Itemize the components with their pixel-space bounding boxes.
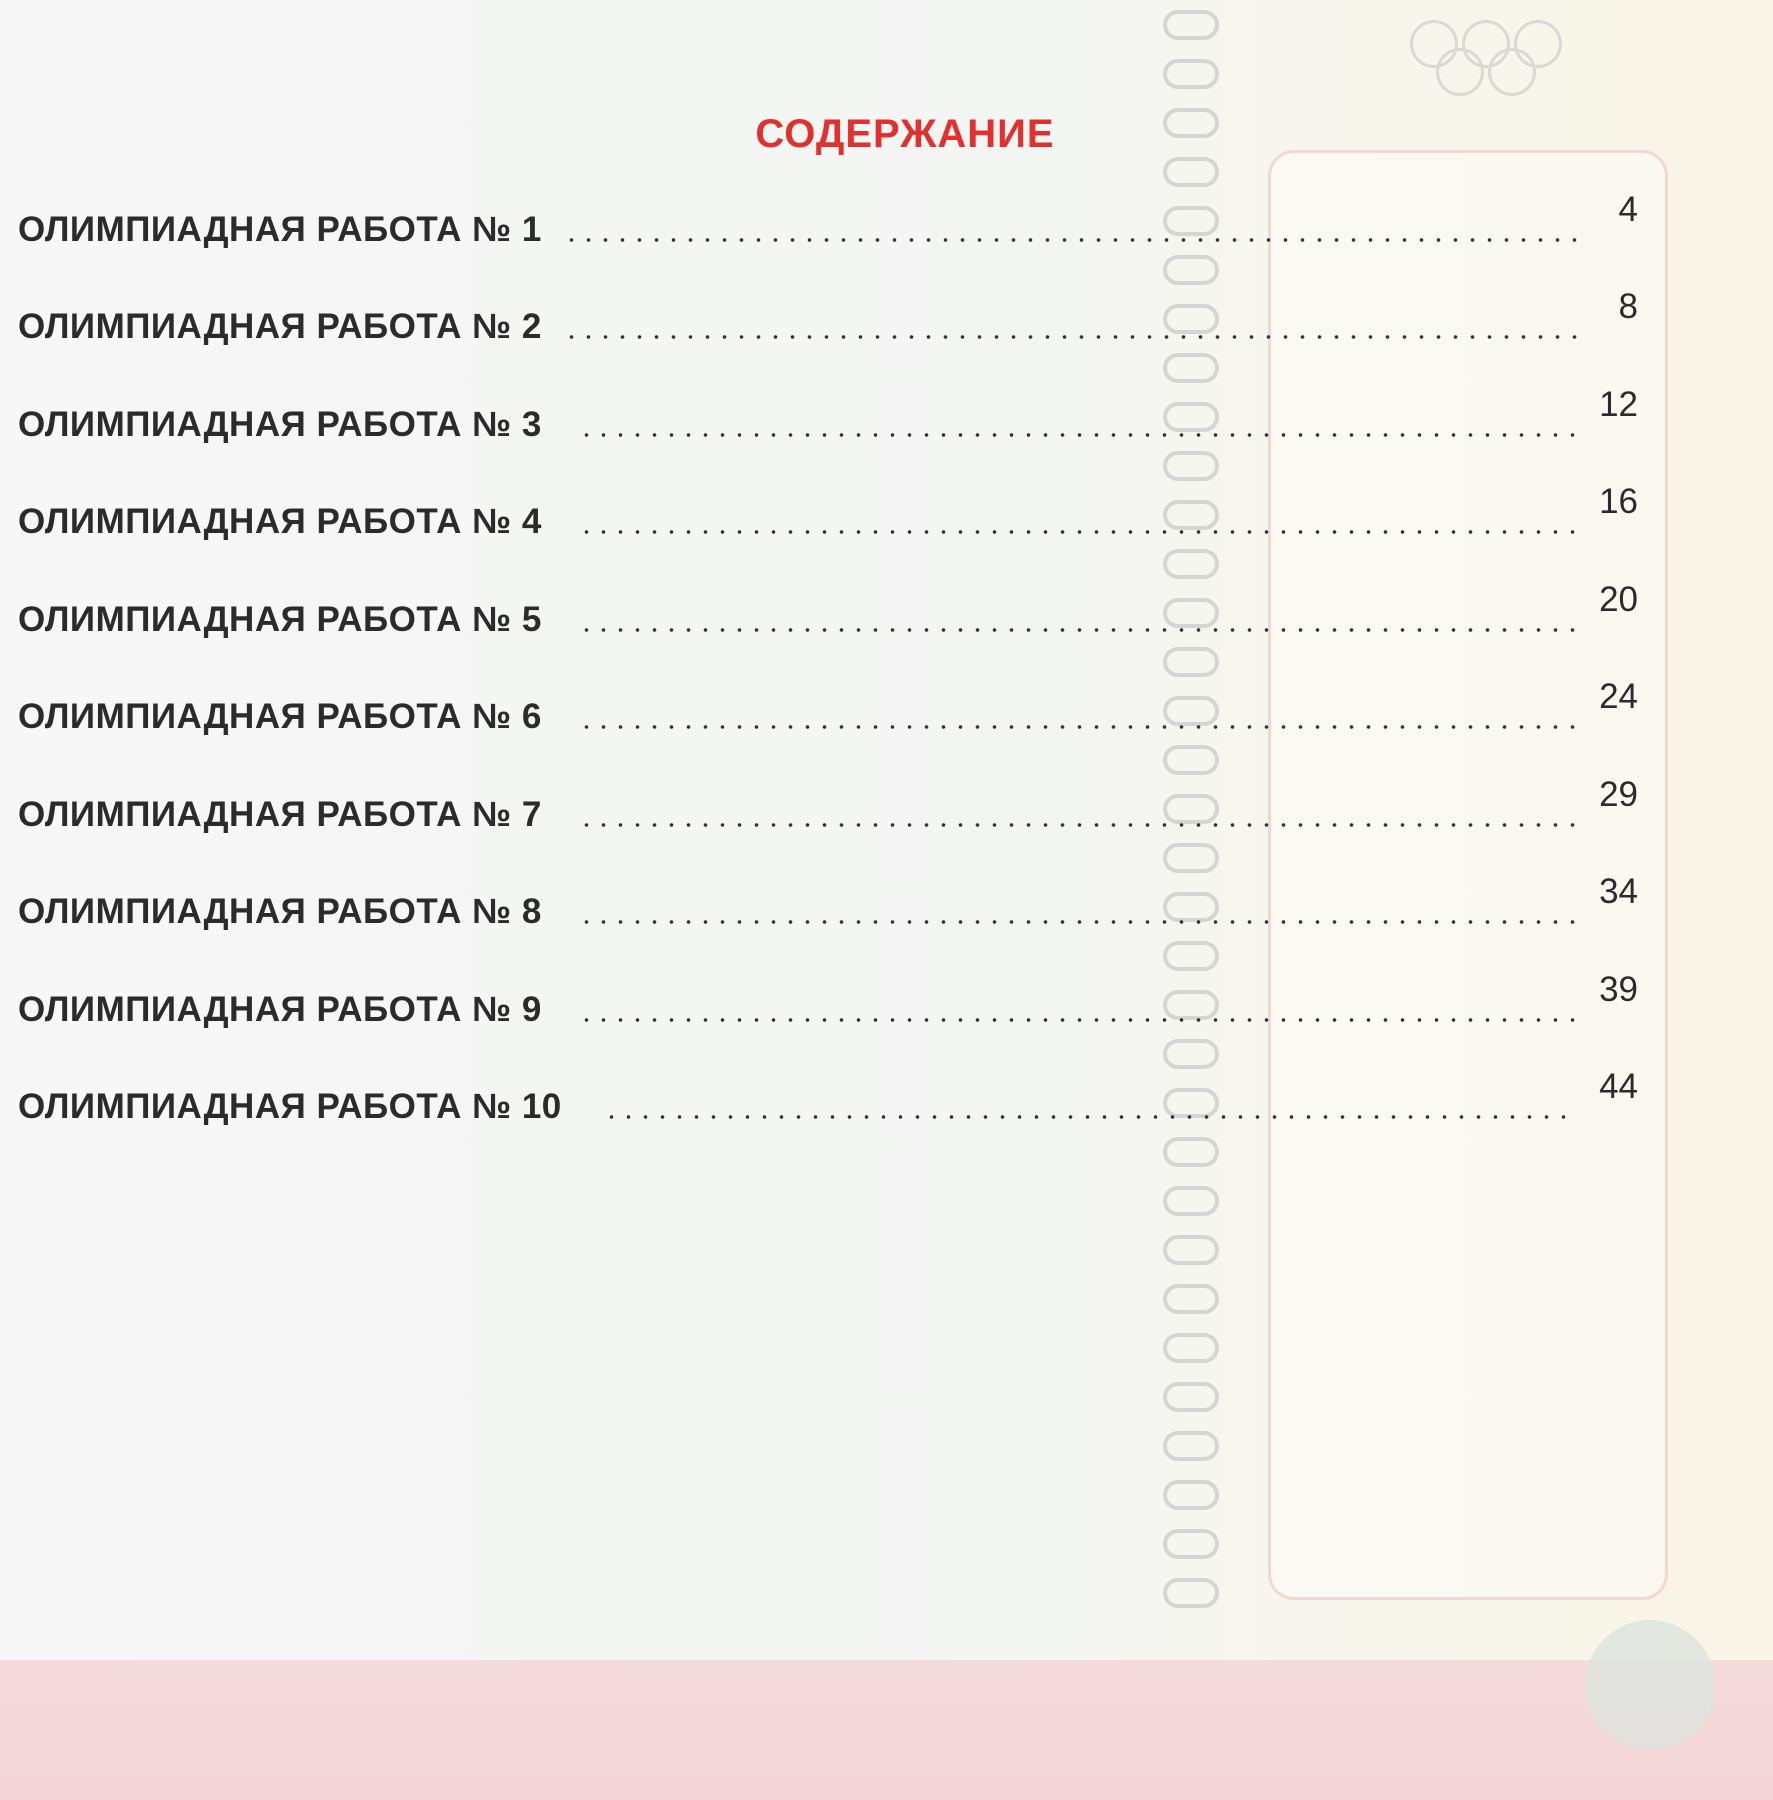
olympic-rings-icon — [1410, 20, 1570, 100]
toc-leader-dots — [603, 1115, 1578, 1119]
toc-page-number: 8 — [1618, 287, 1638, 326]
spiral-ring — [1163, 745, 1219, 775]
toc-page-number: 24 — [1599, 677, 1638, 716]
spiral-ring — [1163, 157, 1219, 187]
toc-leader-dots — [578, 725, 1578, 729]
spiral-ring — [1163, 1431, 1219, 1461]
page-title: СОДЕРЖАНИЕ — [755, 112, 1055, 156]
spiral-ring — [1163, 1382, 1219, 1412]
bottom-strip — [0, 1660, 1773, 1800]
toc-page-number: 20 — [1599, 580, 1638, 619]
toc-page-number: 44 — [1599, 1067, 1638, 1106]
toc-label: ОЛИМПИАДНАЯ РАБОТА № 9 — [18, 990, 542, 1029]
toc-row[interactable] — [18, 385, 1638, 445]
toc-page-number: 16 — [1599, 482, 1638, 521]
spiral-ring — [1163, 1578, 1219, 1608]
spiral-ring — [1163, 1529, 1219, 1559]
toc-row[interactable] — [18, 1067, 1638, 1127]
toc-page-number: 4 — [1618, 190, 1638, 229]
spiral-ring — [1163, 451, 1219, 481]
toc-label: ОЛИМПИАДНАЯ РАБОТА № 2 — [18, 307, 542, 346]
spiral-ring — [1163, 10, 1219, 40]
spiral-ring — [1163, 1480, 1219, 1510]
spiral-ring — [1163, 353, 1219, 383]
spiral-ring — [1163, 941, 1219, 971]
toc-row[interactable] — [18, 677, 1638, 737]
toc-row[interactable] — [18, 775, 1638, 835]
spiral-ring — [1163, 1186, 1219, 1216]
toc-label: ОЛИМПИАДНАЯ РАБОТА № 4 — [18, 502, 542, 541]
spiral-ring — [1163, 1333, 1219, 1363]
spiral-ring — [1163, 59, 1219, 89]
toc-label: ОЛИМПИАДНАЯ РАБОТА № 3 — [18, 405, 542, 444]
spiral-ring — [1163, 255, 1219, 285]
toc-row[interactable] — [18, 287, 1638, 347]
toc-page-number: 12 — [1599, 385, 1638, 424]
toc-row[interactable] — [18, 872, 1638, 932]
toc-label: ОЛИМПИАДНАЯ РАБОТА № 8 — [18, 892, 542, 931]
spiral-ring — [1163, 647, 1219, 677]
toc-label: ОЛИМПИАДНАЯ РАБОТА № 1 — [18, 210, 542, 249]
spiral-ring — [1163, 1039, 1219, 1069]
toc-leader-dots — [578, 433, 1578, 437]
toc-row[interactable] — [18, 970, 1638, 1030]
toc-label: ОЛИМПИАДНАЯ РАБОТА № 7 — [18, 795, 542, 834]
toc-row[interactable] — [18, 482, 1638, 542]
spiral-ring — [1163, 1137, 1219, 1167]
spiral-ring — [1163, 549, 1219, 579]
toc-leader-dots — [578, 530, 1578, 534]
toc-label: ОЛИМПИАДНАЯ РАБОТА № 5 — [18, 600, 542, 639]
toc-leader-dots — [578, 920, 1578, 924]
toc-leader-dots — [578, 628, 1578, 632]
toc-leader-dots — [578, 1018, 1578, 1022]
toc-page-number: 34 — [1599, 872, 1638, 911]
toc-label: ОЛИМПИАДНАЯ РАБОТА № 6 — [18, 697, 542, 736]
toc-page-number: 39 — [1599, 970, 1638, 1009]
toc-leader-dots — [563, 238, 1578, 242]
toc-row[interactable] — [18, 580, 1638, 640]
toc-page-number: 29 — [1599, 775, 1638, 814]
toc-leader-dots — [578, 823, 1578, 827]
toc-label: ОЛИМПИАДНАЯ РАБОТА № 10 — [18, 1087, 562, 1126]
toc-row[interactable] — [18, 190, 1638, 250]
spiral-ring — [1163, 843, 1219, 873]
page-corner-circle — [1585, 1620, 1715, 1750]
toc-leader-dots — [563, 335, 1578, 339]
spiral-ring — [1163, 1284, 1219, 1314]
spiral-ring — [1163, 1235, 1219, 1265]
